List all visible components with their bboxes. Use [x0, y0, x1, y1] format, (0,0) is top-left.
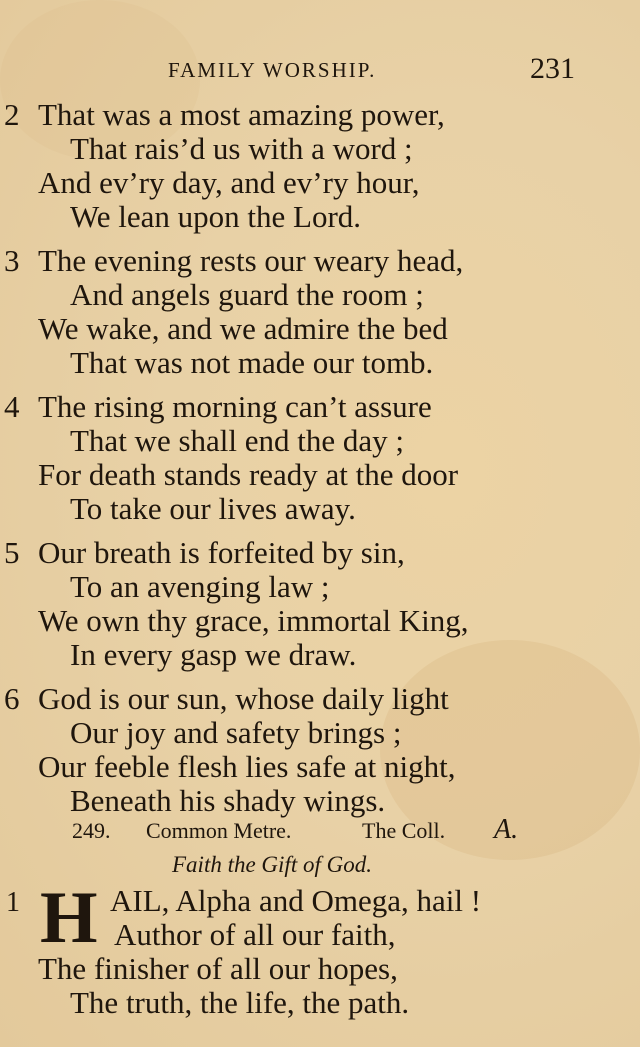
verse-line-text: Beneath his shady wings.: [70, 783, 386, 818]
verse-line: [0, 918, 640, 952]
verse-line-text: For death stands ready at the door: [38, 457, 459, 492]
verse-line-text: The truth, the life, the path.: [70, 985, 410, 1020]
verse-line-text: To an avenging law ;: [70, 569, 330, 604]
verse-line: [0, 604, 640, 638]
verse-line: [0, 784, 640, 818]
hymn-metre: Common Metre.: [146, 818, 292, 843]
verse-line: [0, 492, 640, 526]
hymn-verses: [0, 98, 640, 828]
verse-line-text: That was not made our tomb.: [70, 345, 434, 380]
hymn-number: 249.: [72, 818, 111, 843]
verse-line: [0, 312, 640, 346]
verse-line: [0, 132, 640, 166]
verse-line: [0, 346, 640, 380]
verse-line-text: Our feeble flesh lies safe at night,: [38, 749, 456, 784]
verse-number: 5: [4, 535, 20, 570]
verse-line-text: We wake, and we admire the bed: [38, 311, 448, 346]
verse: [0, 390, 640, 526]
verse-number: 6: [4, 681, 20, 716]
verse-line-text: To take our lives away.: [70, 491, 356, 526]
verse-line: [0, 98, 640, 132]
verse-line-text: Author of all our faith,: [114, 917, 396, 952]
page-header: [0, 52, 640, 86]
verse-line-text: In every gasp we draw.: [70, 637, 357, 672]
verse-line-text: Our joy and safety brings ;: [70, 715, 402, 750]
verse-line: [0, 986, 640, 1020]
hymn-first-verse: [0, 877, 640, 1020]
verse-line-text: And ev’ry day, and ev’ry hour,: [38, 165, 420, 200]
verse-line-text: The rising morning can’t assure: [38, 389, 432, 424]
verse-line-text: That we shall end the day ;: [70, 423, 405, 458]
hymn-source: The Coll.: [362, 818, 446, 843]
verse-line: [0, 244, 640, 278]
verse-number: 2: [4, 97, 20, 132]
verse-line-text: That was a most amazing power,: [38, 97, 445, 132]
verse-line-text: AIL, Alpha and Omega, hail !: [110, 883, 482, 918]
author-mark: A.: [494, 814, 519, 845]
verse-number: 3: [4, 243, 20, 278]
running-head: FAMILY WORSHIP.: [168, 58, 377, 82]
verse-line: [0, 750, 640, 784]
verse: [0, 244, 640, 380]
verse: [0, 682, 640, 818]
verse-number: 1: [6, 887, 20, 918]
verse-line: [0, 952, 640, 986]
verse: [0, 536, 640, 672]
verse-line-text: That rais’d us with a word ;: [70, 131, 413, 166]
verse-line-text: Our breath is forfeited by sin,: [38, 535, 405, 570]
hymn-header: [0, 814, 640, 846]
verse-line: [0, 390, 640, 424]
verse-number: 4: [4, 389, 20, 424]
verse-line-text: The evening rests our weary head,: [38, 243, 464, 278]
verse-line: [0, 424, 640, 458]
verse-line: [0, 716, 640, 750]
verse-line-text: We own thy grace, immortal King,: [38, 603, 469, 638]
drop-cap: H: [40, 877, 98, 959]
hymn-subtitle: Faith the Gift of God.: [172, 852, 372, 877]
verse-line: [0, 570, 640, 604]
verse-line: [0, 682, 640, 716]
verse-line: [0, 536, 640, 570]
verse: [0, 98, 640, 234]
verse-line: [0, 278, 640, 312]
verse-line-text: The finisher of all our hopes,: [38, 951, 398, 986]
verse-line: [0, 166, 640, 200]
page-number: 231: [530, 52, 575, 85]
verse-line: [0, 458, 640, 492]
verse-line-text: And angels guard the room ;: [70, 277, 424, 312]
verse-line-text: We lean upon the Lord.: [70, 199, 362, 234]
verse-line-text: God is our sun, whose daily light: [38, 681, 449, 716]
verse-line: [0, 638, 640, 672]
verse-line: [0, 200, 640, 234]
